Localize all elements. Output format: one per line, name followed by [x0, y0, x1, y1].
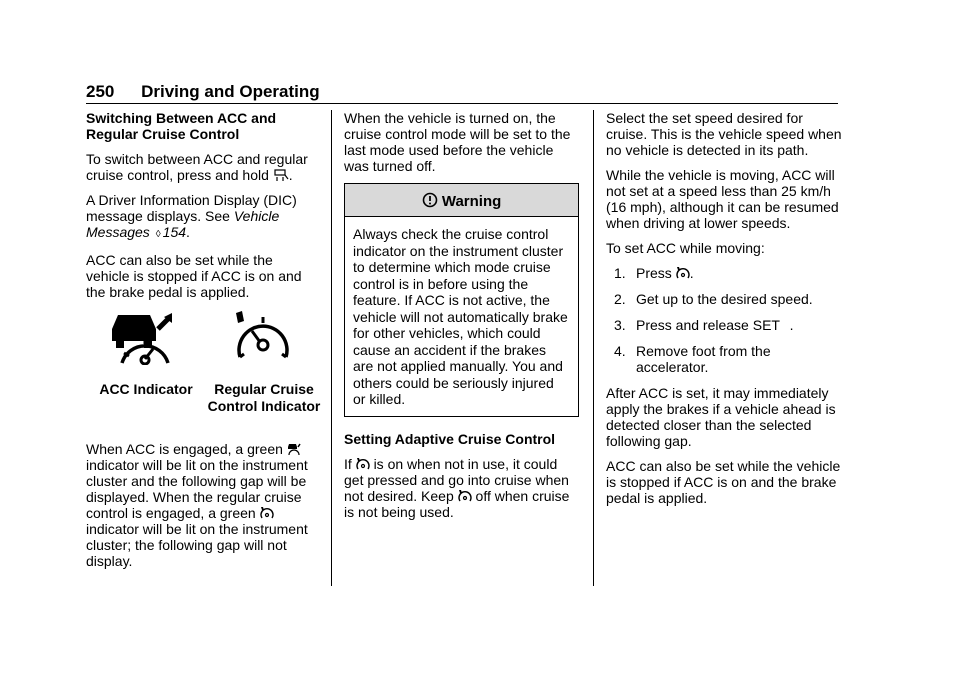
step-number: 1.	[614, 265, 626, 281]
page-reference-icon: ◊	[155, 229, 161, 240]
text: A Driver Information Display (DIC) message displays. See	[86, 192, 297, 224]
cruise-control-icon	[260, 506, 274, 520]
list-item	[606, 343, 844, 375]
step-number: 3.	[614, 317, 626, 333]
text: off when cruise is not being used.	[344, 487, 570, 520]
indicator-illustrations	[86, 309, 321, 427]
text: .	[789, 317, 794, 333]
paragraph: ACC can also be set while the vehicle is stopped if ACC is on and the brake pedal is applied.	[606, 458, 841, 506]
column-3	[606, 110, 844, 515]
page-reference[interactable]: 154	[162, 224, 187, 240]
paragraph: ACC can also be set while the vehicle is stopped if ACC is on and the brake pedal is applied.	[86, 252, 302, 300]
step-number: 4.	[614, 343, 626, 359]
paragraph	[86, 151, 318, 183]
warning-box	[344, 183, 579, 417]
step-number: 2.	[614, 291, 626, 307]
text: When ACC is engaged, a green	[86, 441, 283, 457]
text: indicator will be lit on the instrument cluster and the following gap will be displayed. When the regular cruise control is engaged, a green	[86, 457, 308, 521]
acc-indicator-label: ACC Indicator	[99, 381, 193, 397]
warning-title: Warning	[441, 193, 502, 210]
cruise-control-icon	[356, 457, 370, 471]
step-list	[606, 265, 844, 375]
label-line: Regular Cruise	[214, 381, 314, 397]
page-number: 250	[86, 82, 115, 101]
step-text: Press	[636, 265, 672, 281]
section-title: Driving and Operating	[141, 82, 320, 101]
step-text: Remove foot from the accelerator.	[636, 343, 771, 375]
acc-indicator-icon	[287, 442, 301, 456]
paragraph	[86, 441, 318, 569]
list-item	[606, 265, 844, 281]
step-text: Press and release SET	[636, 317, 780, 333]
cruise-control-icon	[676, 266, 690, 280]
header-rule	[86, 103, 838, 104]
cruise-control-icon	[458, 489, 472, 503]
cross-reference-link[interactable]: Vehicle Messages	[86, 208, 280, 240]
section-heading: Switching Between ACC and Regular Cruise Control	[86, 110, 277, 142]
warning-icon	[422, 192, 438, 208]
section-heading: Setting Adaptive Cruise Control	[344, 430, 556, 447]
text: .	[288, 167, 293, 183]
cruise-control-indicator-icon	[232, 309, 294, 365]
text: .	[186, 224, 190, 240]
label-line: Control Indicator	[207, 398, 321, 414]
paragraph: Select the set speed desired for cruise. This is the vehicle speed when no vehicle is detected in its path.	[606, 110, 842, 158]
acc-indicator-icon	[112, 309, 178, 365]
column-2	[344, 110, 579, 529]
cruise-mode-icon	[273, 168, 289, 182]
paragraph: When the vehicle is turned on, the cruise control mode will be set to the last mode used before the vehicle was turned off.	[344, 110, 571, 174]
column-1	[86, 110, 321, 578]
paragraph	[86, 192, 318, 243]
list-item	[606, 317, 844, 333]
step-text: Get up to the desired speed.	[636, 291, 813, 307]
column-divider	[331, 110, 332, 586]
column-divider	[593, 110, 594, 586]
text: To switch between ACC and regular cruise control, press and hold	[86, 151, 308, 183]
paragraph: While the vehicle is moving, ACC will not set at a speed less than 25 km/h (16 mph), although it can be resumed when driving at lower speeds.	[606, 167, 839, 231]
text: .	[689, 265, 694, 281]
text: If	[344, 455, 352, 472]
page-header	[86, 82, 320, 102]
paragraph: To set ACC while moving:	[606, 240, 765, 256]
text: indicator will be lit on the instrument cluster; the following gap will not display.	[86, 521, 308, 569]
paragraph: After ACC is set, it may immediately apply the brakes if a vehicle ahead is detected closer than the selected following gap.	[606, 385, 836, 449]
warning-text: Always check the cruise control indicator on the instrument cluster to determine which mode cruise control is in before using the feature. If ACC is not active, the vehicle will not automatically brake for other vehicles, which could cause an accident if the brakes are not applied manually. You and others could be seriously injured or killed.	[353, 226, 568, 407]
warning-header	[345, 184, 578, 217]
text: is on when not in use, it could get pressed and go into cruise when not desired. Keep	[344, 455, 569, 504]
regular-cruise-indicator-label	[204, 381, 324, 415]
paragraph	[344, 456, 579, 520]
list-item	[606, 291, 844, 307]
